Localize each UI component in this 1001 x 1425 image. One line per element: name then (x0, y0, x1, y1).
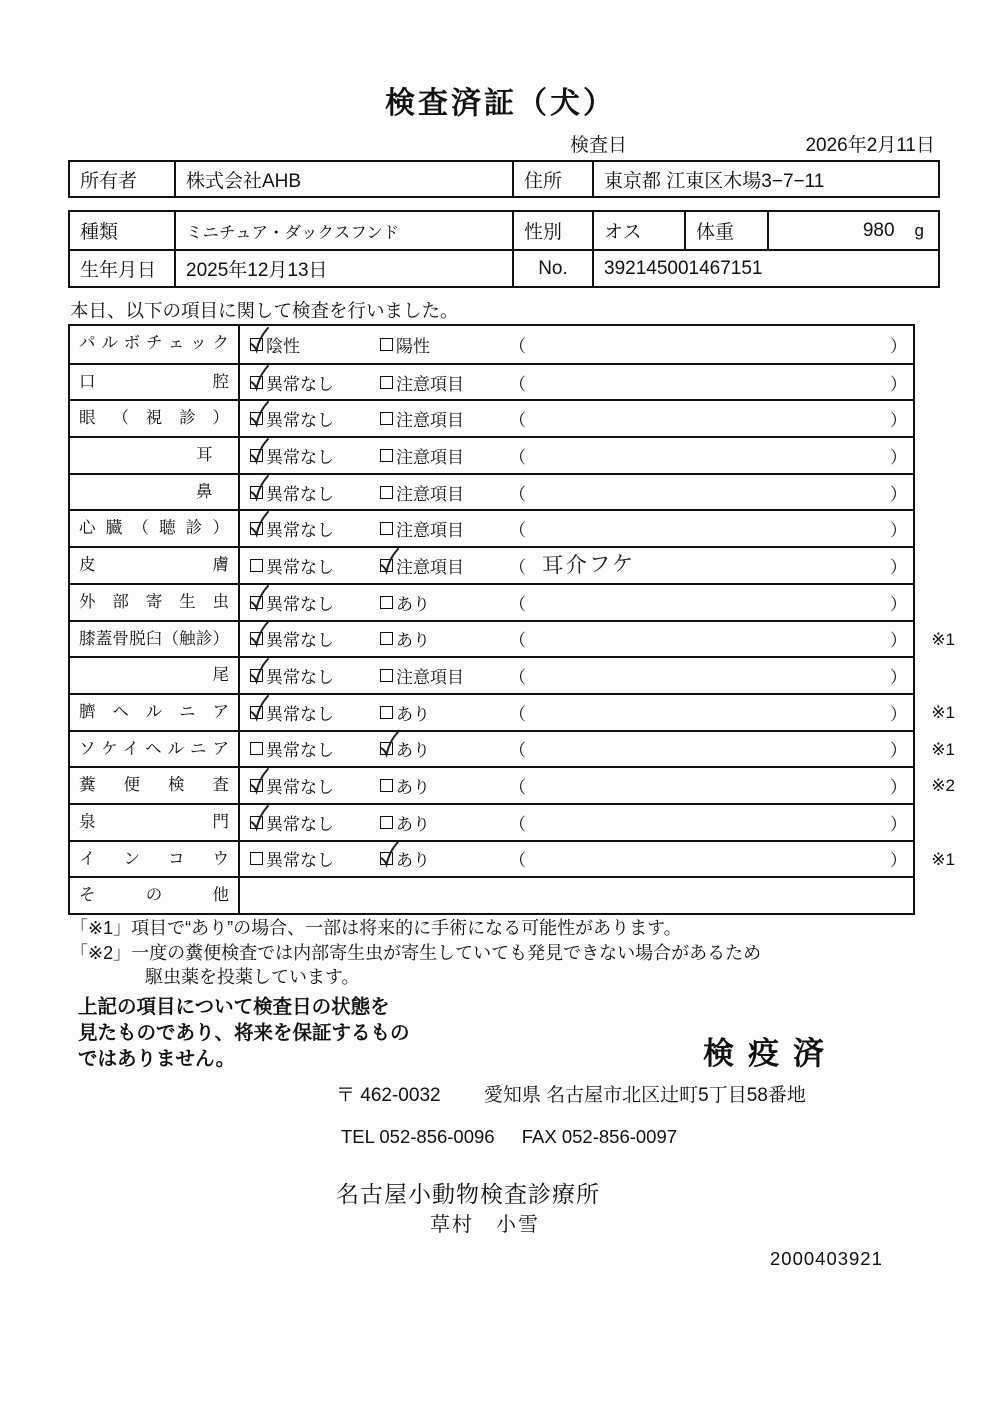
clinic-phone-line (341, 1126, 677, 1148)
checklist-option-label: 異常なし (266, 521, 334, 541)
check-mark-icon (248, 474, 270, 503)
checklist-option-label: 注意項目 (396, 521, 464, 541)
checklist-option (240, 406, 372, 431)
checklist-option-label: 陽性 (396, 336, 430, 356)
checked-checkbox-icon (250, 632, 263, 645)
checklist-row (70, 546, 913, 583)
checked-checkbox-icon (380, 559, 393, 572)
checklist-option (240, 810, 372, 835)
checklist-option-label: 異常なし (266, 704, 334, 724)
sex-value: オス (592, 212, 684, 249)
comment-field (507, 846, 913, 871)
paren-close: ） (890, 484, 907, 504)
checklist-row (70, 876, 913, 913)
checklist-option (240, 626, 372, 651)
footnote-1: 「※1」項目で“あり”の場合、一部は将来的に手術になる可能性があります。 (70, 918, 682, 938)
checklist-item-label: 耳 (70, 438, 240, 473)
checklist-option (372, 553, 507, 578)
checklist-option (372, 590, 507, 615)
checklist-option-label: あり (396, 594, 430, 614)
checklist-row (70, 620, 955, 657)
checklist-item-content (240, 511, 913, 546)
checklist-option-label: あり (396, 741, 430, 761)
checklist-option (372, 443, 507, 468)
paren-open: （ (509, 778, 526, 798)
paren-open: （ (509, 484, 526, 504)
checklist-item-label: パルボチェック (70, 326, 240, 363)
checklist-row (70, 326, 913, 363)
checklist-option-label: 注意項目 (396, 557, 464, 577)
species-value: ミニチュア・ダックスフンド (174, 212, 512, 249)
checklist-option (372, 810, 507, 835)
checklist-option (240, 480, 372, 505)
checked-checkbox-icon (380, 742, 393, 755)
empty-checkbox-icon (380, 522, 393, 535)
intro-text: 本日、以下の項目に関して検査を行いました。 (70, 300, 459, 321)
checklist-item-label: 糞便検査 (70, 768, 240, 803)
checklist-item-content (240, 475, 913, 510)
checklist-option-label: 異常なし (266, 447, 334, 467)
empty-checkbox-icon (380, 449, 393, 462)
paren-close: ） (890, 704, 907, 724)
checked-checkbox-icon (250, 779, 263, 792)
disclaimer-line-3: ではありません。 (78, 1048, 236, 1070)
pet-row-1 (70, 212, 938, 249)
checklist-item-content (240, 695, 913, 730)
checklist-row (70, 363, 913, 400)
paren-open: （ (509, 411, 526, 431)
inspection-date-value: 2026年2月11日 (805, 135, 935, 156)
empty-checkbox-icon (250, 852, 263, 865)
checklist-option (240, 846, 372, 871)
checklist-option-label: あり (396, 851, 430, 871)
inspection-date-line (68, 130, 940, 154)
checklist-item-content (240, 768, 913, 803)
owner-label: 所有者 (80, 170, 138, 192)
check-mark-icon (378, 547, 400, 576)
checklist-option (240, 443, 372, 468)
checklist-option (240, 663, 372, 688)
comment-field (507, 700, 913, 725)
checklist-option-label: 異常なし (266, 814, 334, 834)
serial-number: 2000403921 (770, 1248, 883, 1269)
checklist-option (372, 736, 507, 761)
checklist-row (70, 656, 913, 693)
paren-open: （ (509, 814, 526, 834)
disclaimer-line-1: 上記の項目について検査日の状態を (78, 996, 390, 1018)
inspection-date-label: 検査日 (570, 135, 628, 156)
checklist-item-content (240, 326, 913, 363)
empty-checkbox-icon (380, 632, 393, 645)
check-mark-icon (248, 767, 270, 796)
clinic-name: 名古屋小動物検査診療所 (336, 1181, 600, 1207)
disclaimer-line-2: 見たものであり、将来を保証するもの (78, 1022, 410, 1044)
comment-field (507, 736, 913, 761)
check-mark-icon (378, 840, 400, 869)
checklist-option-label: 注意項目 (396, 447, 464, 467)
checklist-item-content (240, 548, 913, 583)
comment-field (507, 443, 913, 468)
paren-close: ） (890, 851, 907, 871)
paren-open: （ (509, 594, 526, 614)
empty-checkbox-icon (250, 559, 263, 572)
checklist-item-label: 口腔 (70, 365, 240, 400)
checklist-option-label: 異常なし (266, 668, 334, 688)
check-mark-icon (248, 694, 270, 723)
footnote-2-continued: 駆虫薬を投薬しています。 (145, 967, 360, 987)
checklist-option-label: 異常なし (266, 557, 334, 577)
checklist-option (240, 700, 372, 725)
pet-info-table (68, 210, 940, 288)
paren-open: （ (509, 521, 526, 541)
owner-table (68, 160, 940, 198)
checklist-item-label: 眼（視診） (70, 401, 240, 436)
checked-checkbox-icon (250, 669, 263, 682)
comment-field (507, 406, 913, 431)
clinic-address-line (336, 1080, 806, 1107)
weight-unit: g (914, 220, 924, 240)
checklist-option-label: 異常なし (266, 631, 334, 651)
check-mark-icon (248, 620, 270, 649)
check-mark-icon (248, 584, 270, 613)
checklist-item-content (240, 878, 913, 913)
comment-field (507, 332, 913, 357)
checklist-item-content (240, 842, 913, 877)
checked-checkbox-icon (250, 486, 263, 499)
comment-field (507, 516, 913, 541)
checklist-option-label: 陰性 (266, 336, 300, 356)
checked-checkbox-icon (250, 449, 263, 462)
footnote-mark: ※1 (931, 629, 955, 649)
disclaimer-text (78, 994, 410, 1072)
paren-open: （ (509, 631, 526, 651)
quarantine-passed-stamp: 検疫済 (703, 1036, 838, 1071)
check-mark-icon (378, 730, 400, 759)
checklist-option (372, 406, 507, 431)
comment-field (507, 810, 913, 835)
checked-checkbox-icon (250, 522, 263, 535)
footnote-mark: ※1 (931, 849, 955, 869)
checked-checkbox-icon (250, 596, 263, 609)
checklist-option-label: 異常なし (266, 741, 334, 761)
footnotes (70, 916, 761, 990)
empty-checkbox-icon (380, 669, 393, 682)
checklist-option (372, 626, 507, 651)
paren-close: ） (890, 668, 907, 688)
checklist-option-label: 異常なし (266, 374, 334, 394)
check-mark-icon (248, 364, 270, 393)
empty-checkbox-icon (380, 779, 393, 792)
checklist-option (372, 332, 507, 357)
check-mark-icon (248, 510, 270, 539)
checklist-option (240, 553, 372, 578)
paren-close: ） (890, 336, 907, 356)
paren-close: ） (890, 814, 907, 834)
checklist-option-label: あり (396, 778, 430, 798)
paren-open: （ (509, 851, 526, 871)
checklist-row (70, 583, 913, 620)
checklist-row (70, 840, 955, 877)
paren-close: ） (890, 741, 907, 761)
checklist-item-label: 膝蓋骨脱臼（触診） (70, 622, 240, 657)
paren-open: （ (509, 704, 526, 724)
weight-cell (767, 212, 938, 249)
birthdate-value: 2025年12月13日 (174, 251, 512, 286)
clinic-address: 愛知県 名古屋市北区辻町5丁目58番地 (483, 1085, 806, 1106)
clinic-tel: TEL 052-856-0096 (341, 1126, 495, 1147)
checklist-item-label: 臍ヘルニア (70, 695, 240, 730)
checklist-row (70, 766, 955, 803)
checklist-option (372, 370, 507, 395)
checklist-item-content (240, 658, 913, 693)
check-mark-icon (248, 657, 270, 686)
footnote-mark: ※1 (931, 702, 955, 722)
checklist-item-content (240, 732, 913, 767)
paren-open: （ (509, 557, 526, 577)
paren-close: ） (890, 374, 907, 394)
checked-checkbox-icon (250, 706, 263, 719)
checklist-row (70, 436, 913, 473)
paren-close: ） (890, 594, 907, 614)
checklist-item-label: 泉門 (70, 805, 240, 840)
checklist-item-label: 尾 (70, 658, 240, 693)
checklist-item-label: 鼻 (70, 475, 240, 510)
checklist-row (70, 473, 913, 510)
empty-checkbox-icon (380, 596, 393, 609)
check-mark-icon (248, 326, 270, 355)
checklist-option (372, 516, 507, 541)
checklist-option (240, 370, 372, 395)
checklist-option-label: あり (396, 814, 430, 834)
comment-field (507, 550, 913, 581)
owner-address-value: 東京都 江東区木場3−7−11 (592, 162, 938, 196)
checked-checkbox-icon (250, 816, 263, 829)
check-mark-icon (248, 437, 270, 466)
owner-name-value: 株式会社AHB (174, 162, 512, 196)
checklist-row (70, 509, 913, 546)
comment-field (507, 590, 913, 615)
empty-checkbox-icon (250, 742, 263, 755)
checklist-item-content (240, 622, 913, 657)
paren-open: （ (509, 741, 526, 761)
checklist-item-label: インコウ (70, 842, 240, 877)
checklist-option-label: 注意項目 (396, 668, 464, 688)
checked-checkbox-icon (250, 412, 263, 425)
paren-close: ） (890, 521, 907, 541)
footnote-mark: ※2 (931, 776, 955, 796)
paren-open: （ (509, 336, 526, 356)
checklist-item-content (240, 805, 913, 840)
weight-label: 体重 (684, 212, 767, 249)
checklist-option (372, 700, 507, 725)
sex-label: 性別 (512, 212, 592, 249)
document-title: 検査済証（犬） (385, 87, 616, 120)
clinic-postal-code: 〒 462-0032 (336, 1085, 441, 1106)
comment-field (507, 663, 913, 688)
checklist-table (68, 324, 955, 915)
comment-field (507, 773, 913, 798)
footnote-mark: ※1 (931, 739, 955, 759)
empty-checkbox-icon (380, 486, 393, 499)
checklist-item-label: その他 (70, 878, 240, 913)
checklist-option (372, 480, 507, 505)
empty-checkbox-icon (380, 338, 393, 351)
checklist-row (70, 693, 955, 730)
empty-checkbox-icon (380, 706, 393, 719)
checked-checkbox-icon (250, 376, 263, 389)
checklist-option (240, 773, 372, 798)
veterinarian-name: 草村 小雪 (430, 1214, 540, 1236)
checklist-option (372, 773, 507, 798)
birthdate-label: 生年月日 (80, 260, 157, 281)
paren-close: ） (890, 778, 907, 798)
weight-value: 980 (862, 219, 895, 241)
checklist-option (372, 846, 507, 871)
paren-close: ） (890, 411, 907, 431)
checklist-option (240, 590, 372, 615)
checklist-option-label: 注意項目 (396, 484, 464, 504)
checklist-item-content (240, 585, 913, 620)
empty-checkbox-icon (380, 816, 393, 829)
checklist-item-label: 外部寄生虫 (70, 585, 240, 620)
paren-close: ） (890, 557, 907, 577)
pet-row-2 (70, 249, 938, 286)
checklist-option-label: 注意項目 (396, 374, 464, 394)
check-mark-icon (248, 804, 270, 833)
checklist-item-label: 皮膚 (70, 548, 240, 583)
empty-checkbox-icon (380, 412, 393, 425)
empty-checkbox-icon (380, 376, 393, 389)
checklist-option (240, 516, 372, 541)
no-label: No. (512, 251, 592, 286)
checklist-row (70, 803, 913, 840)
paren-close: ） (890, 631, 907, 651)
paren-open: （ (509, 668, 526, 688)
footnote-2: 「※2」一度の糞便検査では内部寄生虫が寄生していても発見できない場合があるため (70, 942, 762, 963)
checklist-option-label: 異常なし (266, 594, 334, 614)
checklist-item-label: 心臓（聴診） (70, 511, 240, 546)
species-label: 種類 (80, 222, 119, 243)
comment-field (507, 480, 913, 505)
paren-open: （ (509, 374, 526, 394)
checked-checkbox-icon (380, 852, 393, 865)
comment-field (507, 370, 913, 395)
owner-address-label: 住所 (512, 162, 592, 196)
check-mark-icon (248, 400, 270, 429)
clinic-fax: FAX 052-856-0097 (521, 1126, 678, 1147)
checklist-option (372, 663, 507, 688)
handwritten-comment: 耳介フケ (541, 551, 636, 578)
checklist-option-label: 異常なし (266, 778, 334, 798)
checklist-option-label: 異常なし (266, 484, 334, 504)
checklist-option-label: あり (396, 631, 430, 651)
owner-row (70, 162, 938, 196)
checklist-item-label: ソケイヘルニア (70, 732, 240, 767)
paren-close: ） (890, 447, 907, 467)
comment-field (507, 626, 913, 651)
checklist-option-label: 異常なし (266, 411, 334, 431)
checklist-option-label: あり (396, 704, 430, 724)
checklist-row (70, 399, 913, 436)
checklist-item-content (240, 365, 913, 400)
paren-open: （ (509, 447, 526, 467)
checklist-item-content (240, 401, 913, 436)
checklist-option-label: 注意項目 (396, 411, 464, 431)
no-value: 392145001467151 (592, 251, 938, 286)
checklist-item-content (240, 438, 913, 473)
checklist-option (240, 736, 372, 761)
checklist-row (70, 730, 955, 767)
checked-checkbox-icon (250, 338, 263, 351)
checklist-option (240, 332, 372, 357)
checklist-option-label: 異常なし (266, 851, 334, 871)
